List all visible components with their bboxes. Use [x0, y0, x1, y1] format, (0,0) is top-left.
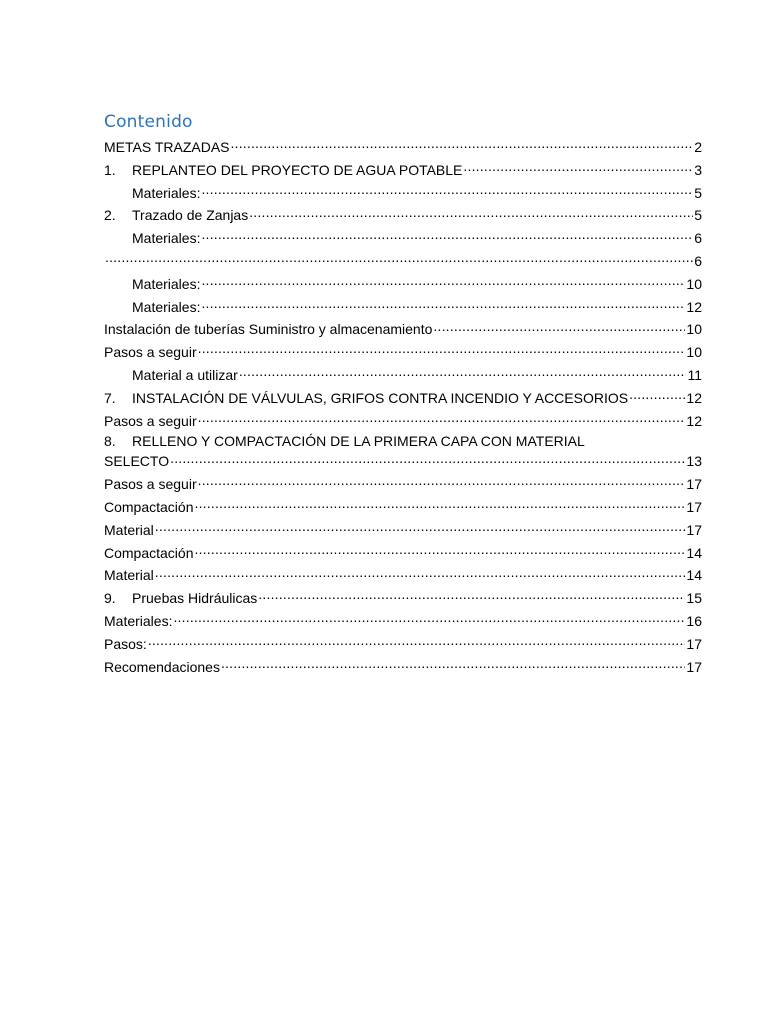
toc-page-number: 17: [686, 635, 702, 652]
toc-entry-number: 9.: [104, 590, 116, 607]
toc-page-number: 5: [694, 207, 702, 224]
dot-leader: [433, 320, 685, 334]
dot-leader: [198, 475, 686, 489]
toc-entry-title: Recomendaciones: [104, 658, 220, 675]
dot-leader: [249, 206, 693, 220]
dot-leader: [195, 498, 686, 512]
toc-page-number: 12: [686, 389, 702, 406]
toc-entry-title: Pasos:: [104, 635, 147, 652]
toc-entry[interactable]: [104, 136, 702, 159]
dot-leader: [155, 566, 686, 580]
toc-entry-title: METAS TRAZADAS: [104, 139, 230, 155]
toc-page-number: 17: [686, 498, 702, 515]
toc-entry-title: Compactación: [104, 544, 194, 561]
toc-entry[interactable]: [104, 610, 702, 633]
toc-entry[interactable]: [104, 633, 702, 656]
toc-entry-title: Materiales:: [132, 230, 201, 247]
toc-entry-number: 1.: [104, 161, 116, 178]
toc-page-number: 15: [686, 590, 702, 607]
dot-leader: [239, 366, 687, 380]
dot-leader: [198, 412, 686, 426]
toc-entry-title: Pasos a seguir: [104, 344, 197, 361]
toc-entry[interactable]: [104, 364, 702, 387]
toc-page-number: 12: [686, 412, 702, 429]
toc-entry[interactable]: [104, 341, 702, 364]
toc-entry[interactable]: [104, 296, 702, 319]
toc-page-number: 17: [686, 521, 702, 538]
toc-entry[interactable]: [104, 432, 702, 473]
dot-leader: [463, 161, 693, 175]
toc-entry-title: Materiales:: [132, 184, 201, 201]
dot-leader: [148, 635, 686, 649]
toc-entry-title: Materiales:: [132, 298, 201, 315]
table-of-contents: [104, 136, 702, 678]
toc-entry[interactable]: [104, 496, 702, 519]
toc-heading: Contenido: [104, 112, 193, 132]
toc-entry-title: Material: [104, 521, 154, 538]
toc-entry[interactable]: [104, 519, 702, 542]
toc-page-number: 3: [694, 161, 702, 178]
dot-leader: [231, 138, 694, 152]
toc-entry-title: Materiales:: [132, 275, 201, 292]
toc-entry[interactable]: [104, 656, 702, 679]
toc-entry-title: Instalación de tuberías Suministro y almacenamiento: [104, 321, 433, 338]
toc-page-number: 17: [686, 658, 702, 675]
toc-entry-title: Pruebas Hidráulicas: [132, 590, 258, 607]
toc-entry[interactable]: [104, 473, 702, 496]
toc-entry-title: Pasos a seguir: [104, 412, 197, 429]
toc-entry[interactable]: [104, 159, 702, 182]
toc-entry[interactable]: [104, 542, 702, 565]
toc-entry-title: Material a utilizar: [132, 366, 238, 383]
toc-page-number: 10: [686, 275, 702, 292]
toc-page-number: 14: [686, 567, 702, 584]
dot-leader: [155, 521, 686, 535]
toc-page-number: 5: [694, 184, 702, 201]
dot-leader: [198, 343, 686, 357]
toc-entry[interactable]: [104, 250, 702, 273]
dot-leader: [173, 612, 685, 626]
dot-leader: [221, 658, 685, 672]
toc-entry[interactable]: [104, 273, 702, 296]
toc-entry[interactable]: [104, 204, 702, 227]
toc-entry-title: Material: [104, 567, 154, 584]
dot-leader: [201, 275, 685, 289]
toc-entry-title: RELLENO Y COMPACTACIÓN DE LA PRIMERA CAPA CON MATERIAL: [132, 433, 585, 450]
toc-page-number: 16: [686, 612, 702, 629]
toc-page-number: 2: [694, 139, 702, 155]
dot-leader: [629, 389, 685, 403]
toc-page-number: 6: [694, 230, 702, 247]
toc-page-number: 14: [686, 544, 702, 561]
toc-entry-title: REPLANTEO DEL PROYECTO DE AGUA POTABLE: [132, 161, 463, 178]
dot-leader: [201, 298, 685, 312]
toc-entry-title: Pasos a seguir: [104, 476, 197, 493]
toc-page-number: 10: [686, 344, 702, 361]
toc-entry-title: INSTALACIÓN DE VÁLVULAS, GRIFOS CONTRA INCENDIO Y ACCESORIOS: [132, 389, 629, 406]
dot-leader: [105, 252, 693, 266]
toc-entry[interactable]: [104, 318, 702, 341]
toc-entry[interactable]: [104, 387, 702, 410]
toc-entry[interactable]: [104, 182, 702, 205]
toc-entry-title-continued: SELECTO: [104, 453, 170, 470]
toc-entry[interactable]: [104, 410, 702, 433]
dot-leader: [258, 589, 685, 603]
dot-leader: [201, 229, 693, 243]
toc-page-number: 17: [686, 476, 702, 493]
toc-page-number: 6: [694, 252, 702, 269]
toc-entry-title: Compactación: [104, 498, 194, 515]
toc-entry[interactable]: [104, 564, 702, 587]
toc-entry-number: 7.: [104, 389, 116, 406]
toc-entry-number: 2.: [104, 207, 116, 224]
toc-page-number: 11: [687, 366, 702, 383]
toc-page-number: 13: [686, 453, 702, 470]
toc-entry[interactable]: [104, 227, 702, 250]
toc-page-number: 12: [686, 298, 702, 315]
dot-leader: [201, 184, 693, 198]
toc-page-number: 10: [686, 321, 702, 338]
toc-entry-title: Trazado de Zanjas: [132, 207, 249, 224]
toc-entry[interactable]: [104, 587, 702, 610]
dot-leader: [195, 544, 686, 558]
dot-leader: [170, 452, 685, 466]
toc-entry-number: 8.: [104, 433, 116, 450]
toc-entry-title: Materiales:: [104, 612, 173, 629]
